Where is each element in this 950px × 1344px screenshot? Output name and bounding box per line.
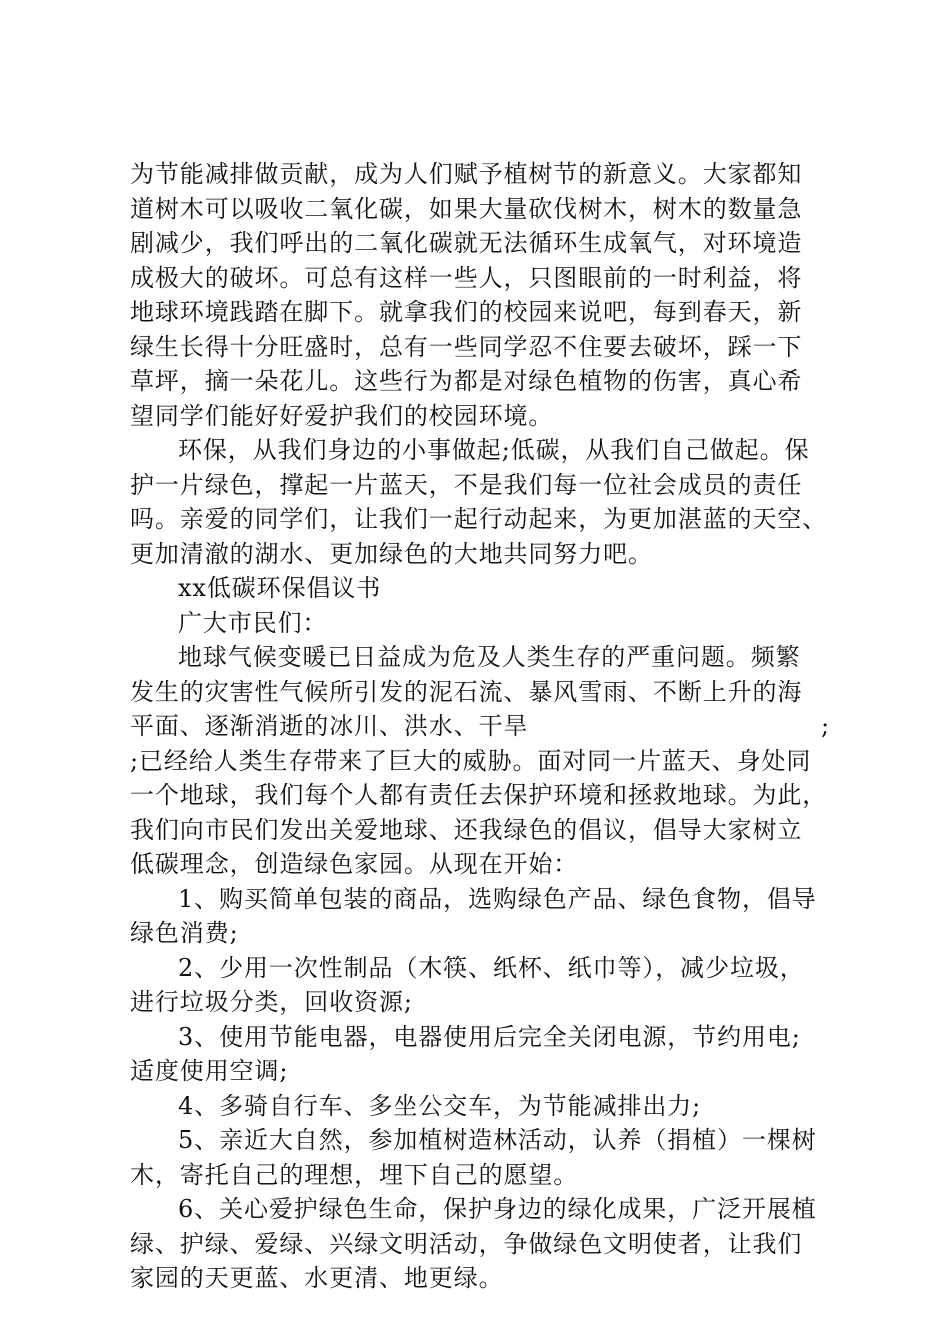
text-line: 望同学们能好好爱护我们的校园环境。	[130, 401, 554, 430]
text-line: 成极大的破坏。可总有这样一些人，只图眼前的一时利益，将	[130, 263, 803, 292]
text-line-justified	[130, 709, 830, 744]
text-line: 绿、护绿、爱绿、兴绿文明活动，争做绿色文明使者，让我们	[130, 1229, 803, 1258]
text-line: 地球环境践踏在脚下。就拿我们的校园来说吧，每到春天，新	[130, 298, 803, 326]
list-item: 1、购买简单包装的商品，选购绿色产品、绿色食物，倡导	[178, 884, 817, 913]
text-segment: 平面、逐渐消逝的冰川、洪水、干旱	[130, 712, 529, 740]
text-line: 道树木可以吸收二氧化碳，如果大量砍伐树木，树木的数量急	[130, 194, 803, 223]
document-heading: xx低碳环保倡议书	[178, 574, 382, 602]
text-line: 地球气候变暖已日益成为危及人类生存的严重问题。频繁	[178, 643, 801, 671]
text-line: 家园的天更蓝、水更清、地更绿。	[130, 1264, 504, 1292]
text-line: 木，寄托自己的理想，埋下自己的愿望。	[130, 1160, 579, 1189]
text-line: 吗。亲爱的同学们，让我们一起行动起来，为更加湛蓝的天空、	[130, 505, 828, 533]
list-item: 4、多骑自行车、多坐公交车，为节能减排出力;	[178, 1091, 702, 1120]
text-line: 草坪，摘一朵花儿。这些行为都是对绿色植物的伤害，真心希	[130, 367, 803, 395]
text-line: 我们向市民们发出关爱地球、还我绿色的倡议，倡导大家树立	[130, 815, 803, 844]
salutation: 广大市民们：	[178, 608, 328, 637]
text-line: 剧减少，我们呼出的二氧化碳就无法循环生成氧气，对环境造	[130, 229, 803, 257]
list-item: 5、亲近大自然，参加植树造林活动，认养（捐植）一棵树	[178, 1126, 817, 1154]
text-line: 更加清澈的湖水、更加绿色的大地共同努力吧。	[130, 539, 653, 568]
text-line: 发生的灾害性气候所引发的泥石流、暴风雪雨、不断上升的海	[130, 677, 803, 706]
text-line: 进行垃圾分类，回收资源;	[130, 988, 413, 1016]
text-line: 适度使用空调;	[130, 1057, 289, 1085]
document-body	[130, 157, 830, 1296]
text-line: 为节能减排做贡献，成为人们赋予植树节的新意义。大家都知	[130, 160, 803, 188]
text-line: 绿生长得十分旺盛时，总有一些同学忍不住要去破坏，踩一下	[130, 332, 803, 361]
list-item: 3、使用节能电器，电器使用后完全关闭电源，节约用电;	[178, 1022, 801, 1051]
text-line: 一个地球，我们每个人都有责任去保护环境和拯救地球。为此，	[130, 781, 828, 809]
text-line: 绿色消费;	[130, 919, 239, 947]
text-segment: ;	[821, 712, 830, 740]
text-line: 低碳理念，创造绿色家园。从现在开始：	[130, 850, 579, 878]
text-line: 护一片绿色，撑起一片蓝天，不是我们每一位社会成员的责任	[130, 470, 803, 499]
list-item: 2、少用一次性制品（木筷、纸杯、纸巾等），减少垃圾，	[178, 953, 805, 982]
list-item: 6、关心爱护绿色生命，保护身边的绿化成果，广泛开展植	[178, 1195, 817, 1223]
text-line: ;已经给人类生存带来了巨大的威胁。面对同一片蓝天、身处同	[130, 746, 812, 775]
text-line: 环保，从我们身边的小事做起;低碳，从我们自己做起。保	[178, 436, 810, 464]
